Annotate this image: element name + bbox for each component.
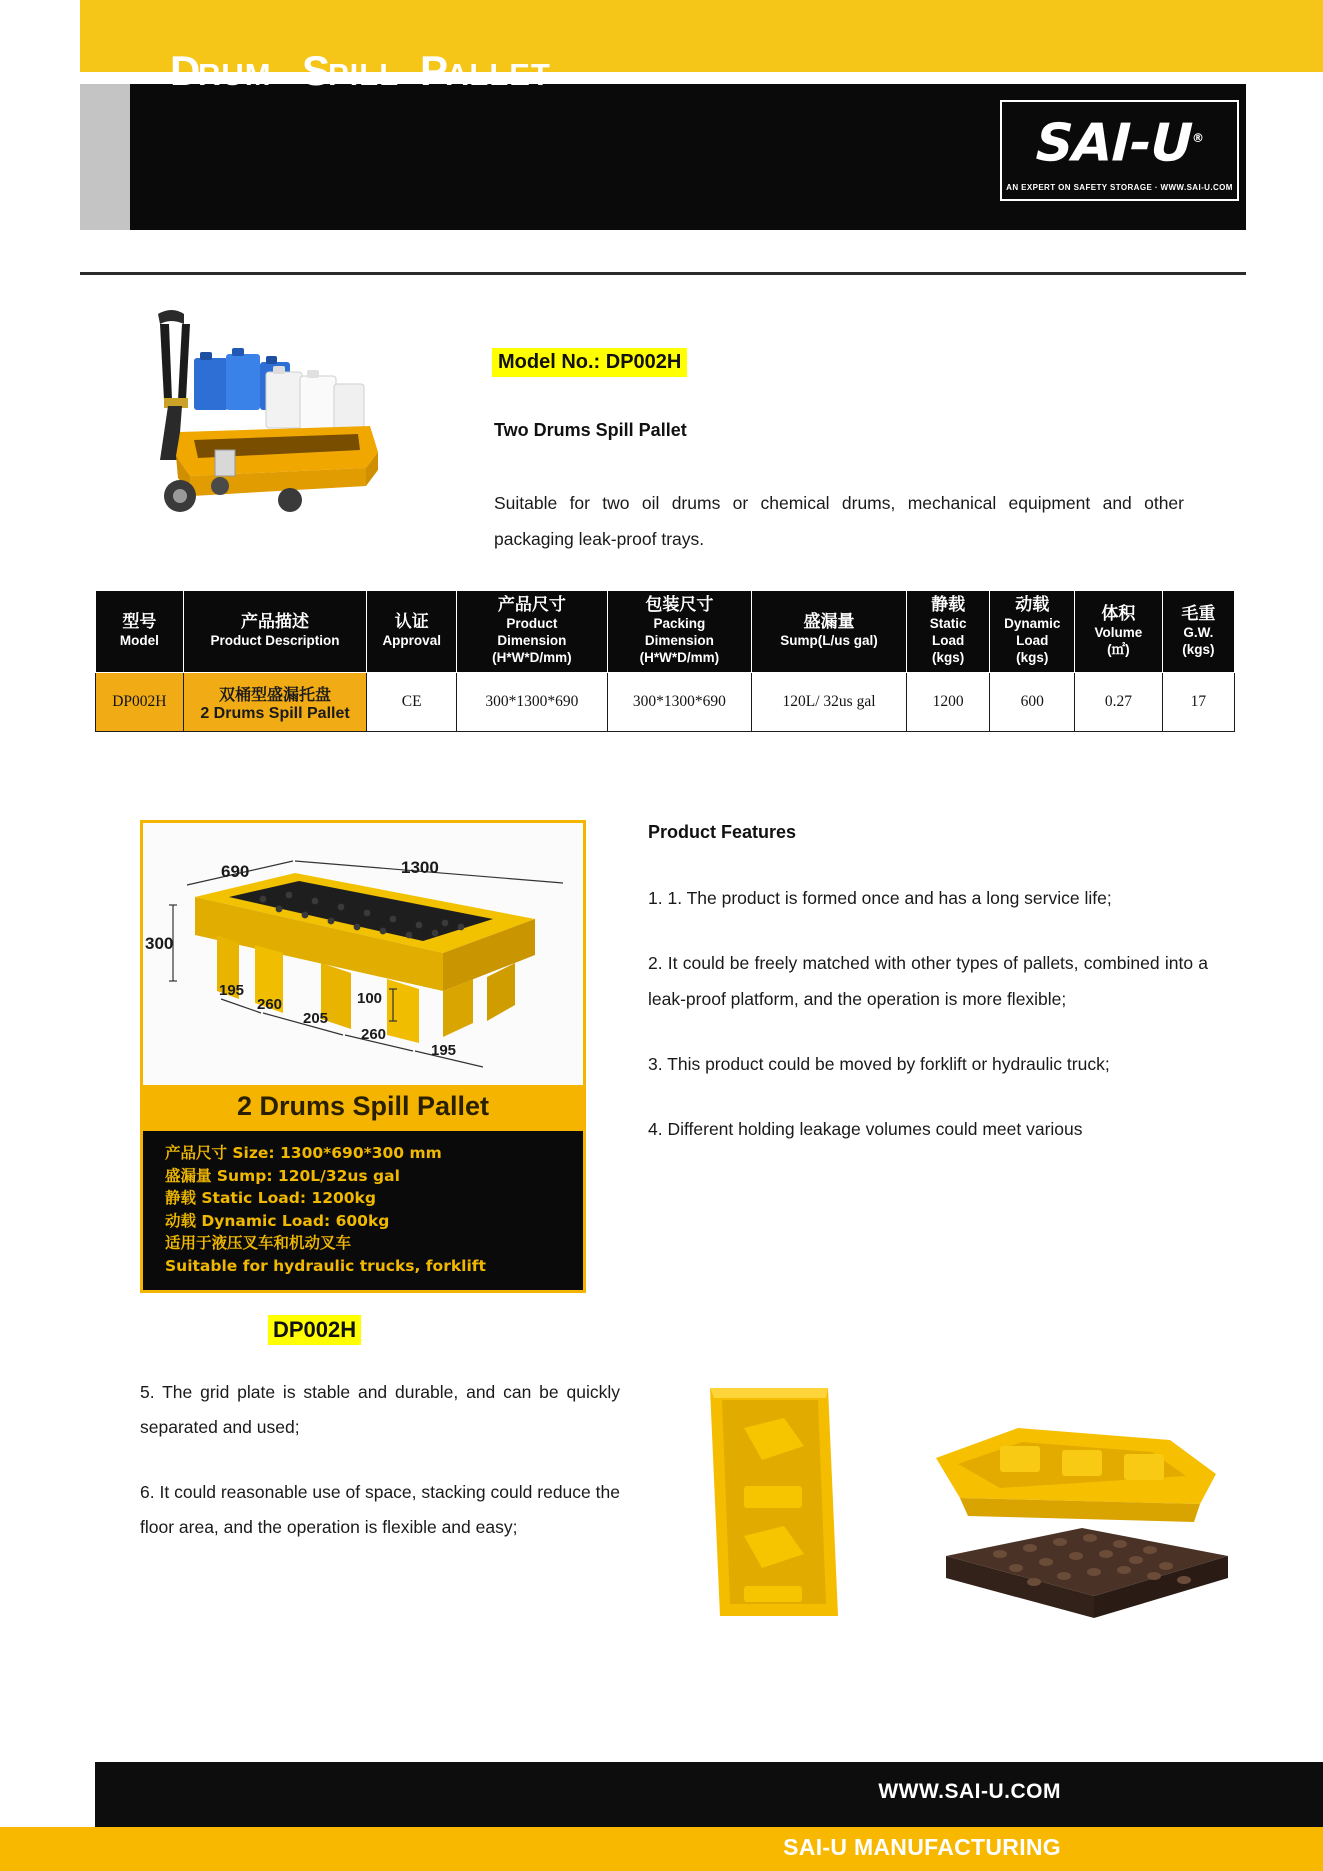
diagram-caption: 2 Drums Spill Pallet	[143, 1085, 583, 1131]
dim-195-left: 195	[219, 982, 245, 999]
diagram-spec-static-load: 静载 Static Load: 1200kg	[165, 1189, 376, 1207]
dim-260-right: 260	[361, 1026, 387, 1043]
feature-item-5: 5. The grid plate is stable and durable, and can be quickly separated and used;	[140, 1382, 620, 1437]
svg-text:RUM: RUM	[198, 57, 272, 92]
feature-item-3: 3. This product could be moved by forklift or hydraulic truck;	[648, 1054, 1110, 1074]
col-dynamic-load: 动载 Dynamic Load (kgs)	[990, 591, 1075, 673]
col-packing-dimension: 包装尺寸 Packing Dimension (H*W*D/mm)	[607, 591, 751, 673]
cell-description-cn: 双桶型盛漏托盘	[219, 684, 332, 704]
footer-black-bar	[95, 1762, 1323, 1827]
col-model: 型号 Model	[96, 591, 184, 673]
dim-100: 100	[357, 990, 383, 1007]
dim-260-left: 260	[257, 996, 283, 1013]
photo-tray-perspective	[936, 1428, 1216, 1522]
features-list-left	[140, 1375, 620, 1575]
bottom-product-photos	[700, 1370, 1240, 1640]
dim-300: 300	[145, 934, 174, 953]
page-title-text	[170, 45, 610, 97]
diagram-spec-sump: 盛漏量 Sump: 120L/32us gal	[165, 1166, 400, 1185]
diagram-spec-list	[143, 1131, 583, 1290]
dim-690: 690	[221, 862, 250, 881]
feature-item-6: 6. It could reasonable use of space, stacking could reduce the floor area, and the operation is flexible and easy;	[140, 1482, 620, 1537]
table-header-row	[96, 591, 1235, 673]
cell-static-load: 1200	[906, 673, 990, 732]
cell-product-dimension: 300*1300*690	[457, 673, 608, 732]
col-static-load: 静载 Static Load (kgs)	[906, 591, 990, 673]
registered-trademark-icon: ®	[1191, 131, 1204, 145]
cell-description-en: 2 Drums Spill Pallet	[200, 704, 350, 722]
cell-dynamic-load: 600	[990, 673, 1075, 732]
feature-item-2: 2. It could be freely matched with other types of pallets, combined into a leak-proof platform, and the operation is more flexible;	[648, 953, 1208, 1009]
feature-item-1: 1. 1. The product is formed once and has a long service life;	[648, 888, 1112, 908]
col-description: 产品描述 Product Description	[183, 591, 367, 673]
col-gross-weight: 毛重 G.W. (kgs)	[1162, 591, 1234, 673]
model-number-badge: Model No.: DP002H	[492, 348, 687, 377]
hero-product-photo	[120, 300, 390, 530]
product-diagram-image	[143, 823, 583, 1085]
diagram-spec-usage-en: Suitable for hydraulic trucks, forklift	[165, 1256, 486, 1275]
footer-brand-name: SAI-U MANUFACTURING	[783, 1834, 1061, 1860]
product-diagram-card	[140, 820, 586, 1293]
specification-table	[95, 590, 1235, 732]
logo-wordmark	[1001, 110, 1238, 174]
cell-gross-weight: 17	[1162, 673, 1234, 732]
cell-sump: 120L/ 32us gal	[752, 673, 907, 732]
page-title	[170, 45, 610, 107]
svg-text:P: P	[420, 47, 452, 94]
feature-item-4: 4. Different holding leakage volumes could meet various	[648, 1119, 1083, 1139]
table-row	[96, 673, 1235, 732]
diagram-spec-usage-cn: 适用于液压叉车和机动叉车	[165, 1234, 352, 1252]
intro-paragraph: Suitable for two oil drums or chemical drums, mechanical equipment and other packaging leak-proof trays.	[494, 493, 1184, 549]
cell-packing-dimension: 300*1300*690	[607, 673, 751, 732]
footer-website-url[interactable]: WWW.SAI-U.COM	[878, 1780, 1061, 1803]
photo-grid-plate	[946, 1528, 1228, 1618]
features-list-right	[648, 880, 1208, 1176]
top-band-white-notch	[0, 0, 80, 72]
cell-description	[183, 673, 367, 732]
dim-1300: 1300	[401, 858, 439, 877]
diagram-model-badge: DP002H	[268, 1315, 361, 1345]
col-sump: 盛漏量 Sump(L/us gal)	[752, 591, 907, 673]
logo-text: SAI-U	[1034, 113, 1193, 174]
photo-tray-topview	[710, 1388, 838, 1616]
company-logo	[1000, 100, 1239, 201]
cell-model: DP002H	[96, 673, 184, 732]
logo-tagline: AN EXPERT ON SAFETY STORAGE · WWW.SAI-U.COM	[1006, 183, 1233, 192]
dim-205: 205	[303, 1010, 329, 1027]
cell-approval: CE	[367, 673, 457, 732]
col-product-dimension: 产品尺寸 Product Dimension (H*W*D/mm)	[457, 591, 608, 673]
diagram-spec-dynamic-load: 动载 Dynamic Load: 600kg	[165, 1211, 390, 1230]
header-divider	[80, 272, 1246, 275]
features-heading: Product Features	[648, 822, 797, 842]
cell-volume: 0.27	[1075, 673, 1163, 732]
svg-text:ALLET: ALLET	[446, 57, 551, 92]
diagram-spec-size: 产品尺寸 Size: 1300*690*300 mm	[165, 1144, 442, 1162]
svg-text:PILL: PILL	[328, 57, 400, 92]
dim-195-right: 195	[431, 1042, 457, 1059]
footer-yellow-bar	[0, 1827, 1323, 1871]
product-subtitle: Two Drums Spill Pallet	[494, 420, 687, 440]
svg-text:D: D	[170, 47, 204, 94]
svg-text:S: S	[302, 47, 334, 94]
col-volume: 体积 Volume (㎡)	[1075, 591, 1163, 673]
col-approval: 认证 Approval	[367, 591, 457, 673]
